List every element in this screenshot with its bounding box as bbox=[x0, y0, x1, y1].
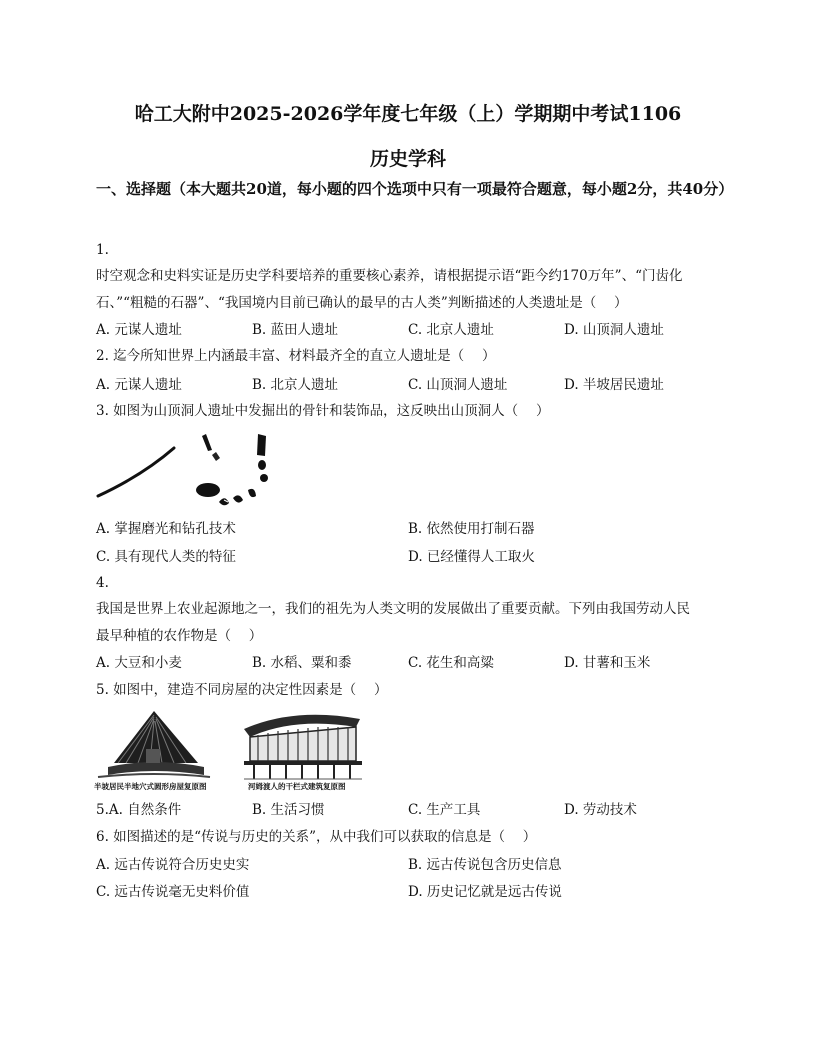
q5-option-a: 5.A. 自然条件 bbox=[96, 802, 182, 818]
q5-stem: 5. 如图中，建造不同房屋的决定性因素是（ ） bbox=[96, 682, 388, 698]
q4-stem-line-1: 我国是世界上农业起源地之一，我们的祖先为人类文明的发展做出了重要贡献。下列由我国劳动人民 bbox=[96, 601, 690, 617]
q1-option-a: A. 元谋人遗址 bbox=[96, 322, 182, 338]
q1-number: 1. bbox=[96, 242, 109, 258]
q5-option-b: B. 生活习惯 bbox=[252, 802, 325, 818]
section-heading: 一、选择题（本大题共20道，每小题的四个选项中只有一项最符合题意，每小题2分，共40分） bbox=[96, 180, 734, 198]
q6-option-d: D. 历史记忆就是远古传说 bbox=[408, 884, 562, 900]
q1-option-c: C. 北京人遗址 bbox=[408, 322, 494, 338]
q1-stem-line-1: 时空观念和史料实证是历史学科要培养的重要核心素养，请根据提示语“距今约170万年”、“门齿化 bbox=[96, 268, 683, 284]
q5-option-c: C. 生产工具 bbox=[408, 802, 481, 818]
q2-option-c: C. 山顶洞人遗址 bbox=[408, 377, 508, 393]
exam-subject: 历史学科 bbox=[369, 148, 446, 170]
q6-stem: 6. 如图描述的是“传说与历史的关系”，从中我们可以获取的信息是（ ） bbox=[96, 829, 537, 845]
bone-needle-ornaments-figure bbox=[96, 428, 276, 512]
houses-figure bbox=[94, 705, 366, 793]
q3-stem: 3. 如图为山顶洞人遗址中发掘出的骨针和装饰品，这反映出山顶洞人（ ） bbox=[96, 403, 550, 419]
q2-stem: 2. 迄今所知世界上内涵最丰富、材料最齐全的直立人遗址是（ ） bbox=[96, 348, 496, 364]
q6-option-c: C. 远古传说毫无史料价值 bbox=[96, 884, 250, 900]
q4-number: 4. bbox=[96, 575, 109, 591]
q5-option-d: D. 劳动技术 bbox=[564, 802, 637, 818]
q3-option-d: D. 已经懂得人工取火 bbox=[408, 549, 535, 565]
q2-option-b: B. 北京人遗址 bbox=[252, 377, 339, 393]
q3-option-b: B. 依然使用打制石器 bbox=[408, 521, 535, 537]
q2-option-a: A. 元谋人遗址 bbox=[96, 377, 182, 393]
q4-option-b: B. 水稻、粟和黍 bbox=[252, 655, 352, 671]
exam-title: 哈工大附中2025-2026学年度七年级（上）学期期中考试1106 bbox=[134, 103, 682, 125]
q4-stem-line-2: 最早种植的农作物是（ ） bbox=[96, 628, 263, 644]
q3-option-a: A. 掌握磨光和钻孔技术 bbox=[96, 521, 236, 537]
q6-option-b: B. 远古传说包含历史信息 bbox=[408, 857, 562, 873]
hemudu-stilt-house-illustration bbox=[244, 715, 362, 779]
q4-option-d: D. 甘薯和玉米 bbox=[564, 655, 651, 671]
hemudu-caption: 河姆渡人的干栏式建筑复原图 bbox=[248, 782, 346, 791]
q3-option-c: C. 具有现代人类的特征 bbox=[96, 549, 236, 565]
q1-stem-line-2: 石、”“粗糙的石器”、“我国境内目前已确认的最早的古人类”判断描述的人类遗址是（ ） bbox=[96, 295, 628, 311]
q1-option-b: B. 蓝田人遗址 bbox=[252, 322, 339, 338]
banpo-house-illustration bbox=[98, 711, 210, 777]
q6-option-a: A. 远古传说符合历史史实 bbox=[96, 857, 250, 873]
banpo-caption: 半坡居民半地穴式圆形房屋复原图 bbox=[94, 782, 207, 791]
q4-option-a: A. 大豆和小麦 bbox=[96, 655, 182, 671]
q2-option-d: D. 半坡居民遗址 bbox=[564, 377, 664, 393]
q1-option-d: D. 山顶洞人遗址 bbox=[564, 322, 664, 338]
q4-option-c: C. 花生和高粱 bbox=[408, 655, 494, 671]
